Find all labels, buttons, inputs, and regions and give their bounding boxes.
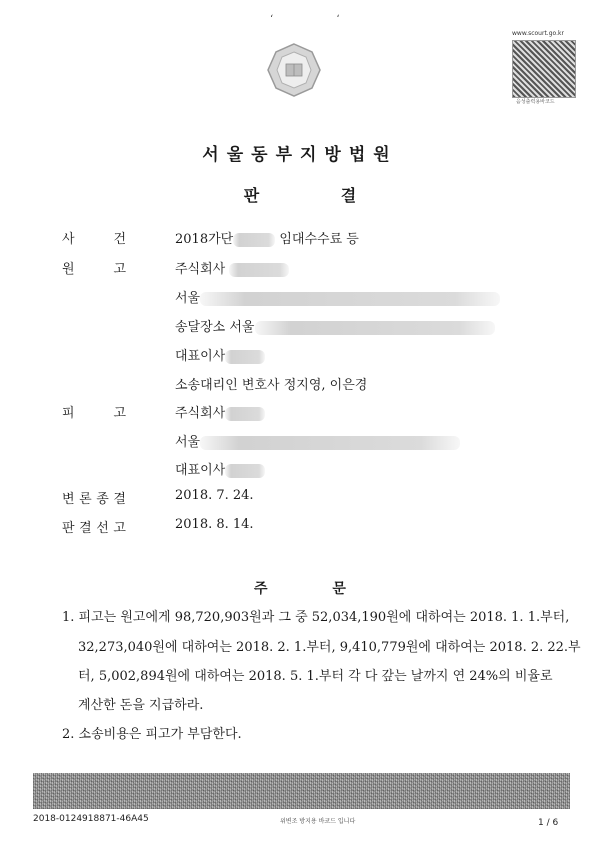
defendant-address: 서울 [175,431,460,450]
hearing-closed-label: 변 론 종 결 [62,492,126,507]
redaction [229,263,289,277]
document-title: 판 결 [243,186,395,205]
order-line-2: 32,273,040원에 대하여는 2018. 2. 1.부터, 9,410,779원에 대하여는 2018. 2. 22.부 [78,640,581,655]
plaintiff-delivery: 송달장소 서울 [175,316,495,335]
case-number: 2018가단 [175,232,234,247]
case-name: 임대수수료 등 [279,232,359,247]
hearing-closed-date: 2018. 7. 24. [175,488,254,503]
redaction [225,350,265,364]
defendant-label: 피 고 [62,406,126,421]
page-number: 1 / 6 [538,818,559,828]
plaintiff-label: 원 고 [62,262,126,277]
order-title: 주 문 [254,581,376,597]
judgment-date-label: 판 결 선 고 [62,521,126,536]
order-item-2: 2. 소송비용은 피고가 부담한다. [62,727,242,742]
case-value [175,228,359,247]
case-label: 사 건 [62,232,126,247]
qr-code [512,40,576,98]
redaction [200,292,500,306]
order-line-1: 1. 피고는 원고에게 98,720,903원과 그 중 52,034,190원에 대하여는 2018. 1. 1.부터, [62,610,570,625]
defendant-ceo: 대표이사 [175,459,265,478]
redaction [255,321,495,335]
plaintiff-address: 서울 [175,287,500,306]
anti-forgery-barcode [33,773,570,809]
court-name: 서울동부지방법원 [202,145,398,165]
document-id: 2018-0124918871-46A45 [33,814,149,824]
qr-caption: 음성출력용바코드 [516,99,555,105]
plaintiff-ceo: 대표이사 [175,345,265,364]
top-marks: ‘ ‘ [270,14,370,25]
redaction [225,407,265,421]
qr-url: www.scourt.go.kr [512,30,564,37]
order-line-3: 터, 5,002,894원에 대하여는 2018. 5. 1.부터 각 다 갚는 날까지 연 24%의 비율로 [78,669,553,684]
order-line-4: 계산한 돈을 지급하라. [78,698,204,713]
defendant-company: 주식회사 [175,402,265,421]
redaction [225,464,265,478]
judgment-date: 2018. 8. 14. [175,517,254,532]
court-seal-icon [262,38,326,102]
redaction [233,233,275,247]
plaintiff-company: 주식회사 [175,258,289,277]
redaction [200,436,460,450]
plaintiff-agent: 소송대리인 변호사 정지영, 이은경 [175,378,368,393]
barcode-caption: 위변조 방지용 바코드 입니다 [280,818,356,825]
